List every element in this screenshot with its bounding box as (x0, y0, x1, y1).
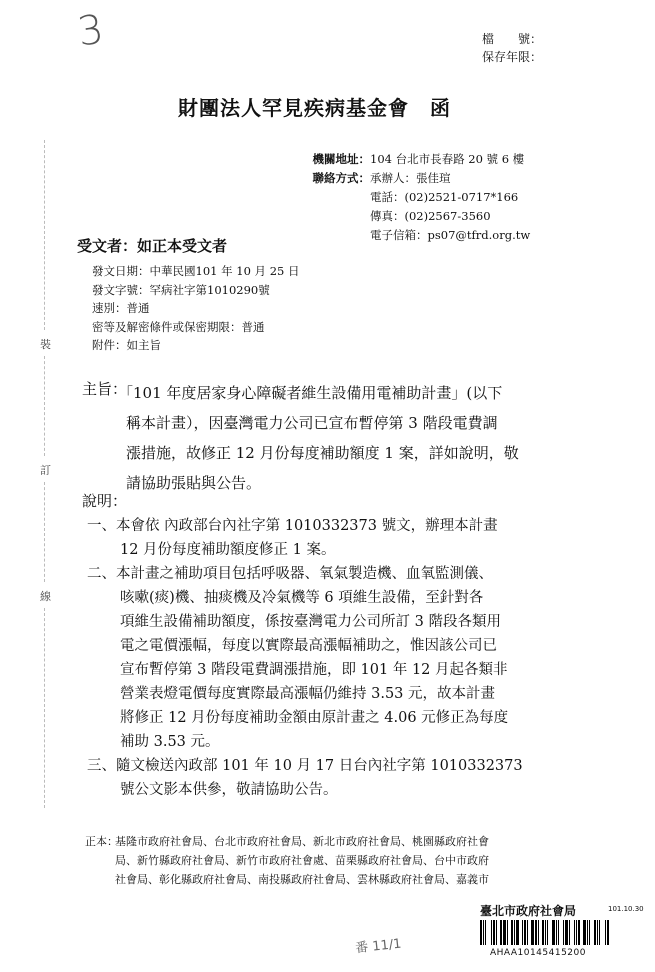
subject-line: 「101 年度居家身心障礙者維生設備用電補助計畫」(以下 (118, 384, 503, 402)
meta-block (92, 262, 300, 355)
barcode-bar (583, 920, 586, 945)
item-line: 12 月份每度補助額度修正 1 案。 (120, 542, 336, 558)
contact-value: 電子信箱：ps07@tfrd.org.tw (370, 228, 531, 242)
cc-line: 社會局、彰化縣政府社會局、南投縣政府社會局、雲林縣政府社會局、嘉義市 (115, 873, 489, 886)
subject-line: 請協助張貼與公告。 (126, 474, 262, 492)
cc-block (85, 832, 489, 889)
subject-text (118, 378, 519, 498)
subject-line: 漲措施，故修正 12 月份每度補助額度 1 案，詳如說明，敬 (126, 444, 519, 462)
item-line: 將修正 12 月份每度補助金額由原計畫之 4.06 元修正為每度 (120, 710, 509, 726)
barcode-bar (485, 920, 486, 945)
barcode-bar (571, 920, 573, 945)
binding-mark-zhuang: 裝 (40, 338, 51, 351)
barcode-bar (597, 920, 598, 945)
barcode-bar (491, 920, 492, 945)
barcode-bar (511, 920, 513, 945)
barcode-bar (589, 920, 590, 945)
barcode-bar (538, 920, 539, 945)
contact-row (300, 207, 530, 226)
contact-row (300, 150, 530, 169)
barcode-bar (605, 920, 606, 945)
barcode-bar (542, 920, 544, 945)
contact-value: 電話：(02)2521-0717*166 (370, 190, 519, 204)
barcode-text: AHAA10145415200 (490, 948, 586, 958)
barcode-bar (591, 920, 593, 945)
cc-line: 基隆市政府社會局、台北市政府社會局、新北市政府社會局、桃園縣政府社會 (115, 835, 489, 848)
barcode-bar (500, 920, 502, 945)
barcode-bar (480, 920, 482, 945)
item-number: 三、 (87, 758, 116, 774)
barcode-bar (514, 920, 515, 945)
barcode-bar (507, 920, 508, 945)
item-line: 隨文檢送內政部 101 年 10 月 17 日台內社字第 1010332373 (116, 758, 523, 774)
item-number: 一、 (87, 518, 116, 534)
barcode-bar (601, 920, 604, 945)
explanation-item (82, 754, 523, 802)
barcode-bar (599, 920, 600, 945)
item-number: 二、 (87, 566, 116, 582)
barcode-bar (496, 920, 497, 945)
item-line: 號公文影本供參，敬請協助公告。 (120, 782, 338, 798)
attachment: 附件：如主旨 (92, 338, 161, 352)
contact-row (300, 226, 530, 245)
barcode-bar (569, 920, 570, 945)
archive-info (482, 30, 542, 66)
cc-line: 局、新竹縣政府社會局、新竹市政府社會處、苗栗縣政府社會局、台中市政府 (115, 854, 489, 867)
barcode-bar (483, 920, 484, 945)
document-title: 財團法人罕見疾病基金會 函 (178, 96, 451, 120)
barcode-bar (535, 920, 537, 945)
contact-row (300, 188, 530, 207)
barcode-bar (607, 920, 609, 945)
binding-mark-ding: 訂 (40, 464, 51, 477)
barcode (480, 920, 640, 945)
barcode-bar (565, 920, 568, 945)
subject-label: 主旨： (82, 380, 128, 398)
contact-label: 機關地址： (312, 152, 370, 166)
receipt-stamp (480, 902, 650, 962)
barcode-bar (524, 920, 526, 945)
barcode-bar (549, 920, 551, 945)
handwritten-mark: 3 (74, 6, 107, 56)
barcode-bar (574, 920, 575, 945)
contact-value: 承辦人：張佳瑄 (370, 171, 451, 185)
barcode-bar (594, 920, 596, 945)
barcode-bar (520, 920, 521, 945)
binding-line (44, 608, 45, 808)
contact-block (300, 150, 530, 245)
barcode-bar (516, 920, 519, 945)
contact-row (300, 169, 530, 188)
retention-label: 保存年限： (482, 50, 543, 64)
recipient: 受文者：如正本受文者 (77, 237, 228, 255)
barcode-bar (556, 920, 557, 945)
barcode-bar (527, 920, 528, 945)
explanation-item (82, 514, 523, 562)
barcode-bar (487, 920, 490, 945)
contact-value: 傳真：(02)2567-3560 (370, 209, 491, 223)
item-line: 宣布暫停第 3 階段電費調漲措施，即 101 年 12 月起各類非 (120, 662, 508, 678)
barcode-bar (522, 920, 523, 945)
binding-line (44, 482, 45, 582)
binding-mark-xian: 線 (40, 590, 51, 603)
barcode-bar (563, 920, 564, 945)
explanation-item (82, 562, 523, 754)
explanation-list (82, 514, 523, 802)
binding-line (44, 140, 45, 330)
barcode-bar (503, 920, 506, 945)
barcode-bar (547, 920, 548, 945)
subject-line: 稱本計畫），因臺灣電力公司已宣布暫停第 3 階段電費調 (126, 414, 498, 432)
stamp-agency-name: 臺北市政府社會局 (480, 904, 577, 918)
barcode-bar (531, 920, 534, 945)
item-line: 項維生設備補助額度，係按臺灣電力公司所訂 3 階段各類用 (120, 614, 501, 630)
barcode-bar (560, 920, 562, 945)
barcode-bar (578, 920, 580, 945)
barcode-bar (540, 920, 541, 945)
stamp-date: 101.10.30 (608, 905, 644, 913)
item-line: 補助 3.53 元。 (120, 734, 220, 750)
urgency: 速別：普通 (92, 301, 150, 315)
document-number: 發文字號：罕病社字第1010290號 (92, 282, 270, 297)
barcode-bar (587, 920, 588, 945)
binding-line (44, 356, 45, 456)
item-line: 營業表燈電價每度實際最高漲幅仍維持 3.53 元，故本計畫 (120, 686, 496, 702)
issue-date: 發文日期：中華民國101 年 10 月 25 日 (92, 264, 300, 278)
item-line: 本計畫之補助項目包括呼吸器、氧氣製造機、血氧監測儀、 (116, 566, 493, 582)
classification: 密等及解密條件或保密期限：普通 (92, 319, 265, 334)
barcode-bar (498, 920, 499, 945)
item-line: 咳嗽(痰)機、抽痰機及冷氣機等 6 項維生設備，至針對各 (120, 590, 484, 606)
barcode-bar (493, 920, 495, 945)
barcode-bar (576, 920, 577, 945)
item-line: 本會依 內政部台內社字第 1010332373 號文，辦理本計畫 (116, 518, 498, 534)
item-line: 電之電價漲幅，每度以實際最高漲幅補助之，惟因該公司已 (120, 638, 497, 654)
barcode-bar (581, 920, 582, 945)
contact-label: 聯絡方式： (312, 171, 370, 185)
explanation-label: 說明： (82, 492, 128, 510)
handwritten-note: 番 11/1 (354, 936, 403, 957)
barcode-bar (558, 920, 559, 945)
cc-label: 正本： (85, 835, 118, 848)
file-number-label: 檔 號： (482, 32, 543, 46)
barcode-bar (509, 920, 510, 945)
barcode-bar (545, 920, 546, 945)
barcode-bar (529, 920, 530, 945)
contact-value: 104 台北市長春路 20 號 6 樓 (370, 152, 525, 166)
barcode-bar (552, 920, 555, 945)
